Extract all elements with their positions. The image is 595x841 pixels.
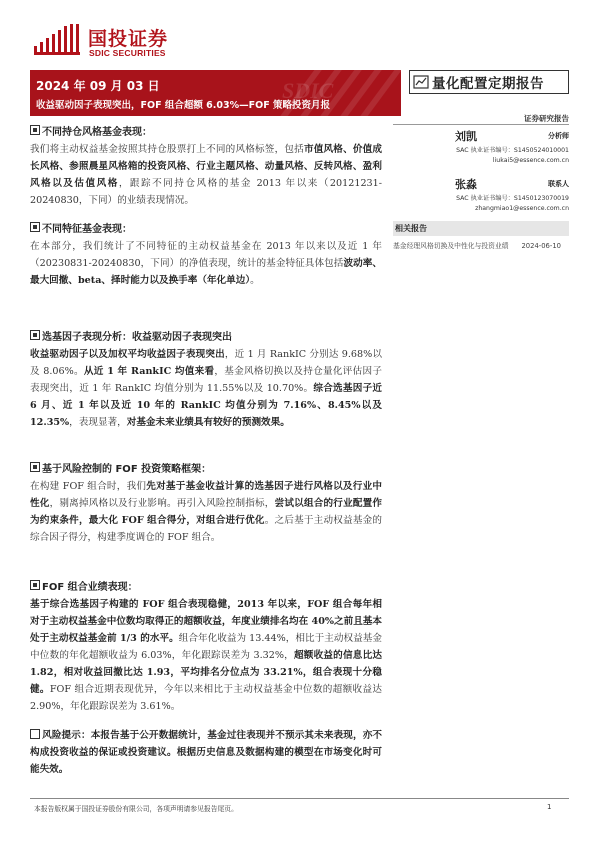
analyst-cert: SAC 执业证书编号：S1450123070019 [456, 195, 569, 202]
report-category: 证券研究报告 [524, 114, 569, 123]
analyst-card [393, 128, 569, 168]
report-title: 收益驱动因子表现突出，FOF 组合超额 6.03%—FOF 策略投资月报 [36, 100, 330, 111]
section-heading: 基于风险控制的 FOF 投资策略框架： [30, 460, 382, 474]
footer-divider [30, 798, 569, 799]
section-heading: 选基因子表现分析：收益驱动因子表现突出 [30, 328, 382, 342]
related-report-title[interactable]: 基金经理风格切换及中性化与投资业绩 [393, 242, 509, 250]
section-body: 我们将主动权益基金按照其持仓股票打上不同的风格标签，包括市值风格、价值成长风格、参照晨星风格箱的投资风格、行业主题风格、动量风格、反转风格、盈利风格以及估值风格，跟踪不同持仓风格的基金 2013 年以来（20121231-20240830，下同）的业绩表现情况。 [30, 144, 383, 206]
copyright-notice: 本报告版权属于国投证券股份有限公司，各项声明请参见报告尾页。 [34, 805, 238, 813]
bullet-box-icon [30, 125, 40, 135]
bullet-box-icon [30, 462, 40, 472]
title-banner [30, 70, 401, 116]
analyst-card [393, 176, 569, 216]
logo-chinese-name: 国投证券 [88, 28, 169, 50]
section-body: 在本部分，我们统计了不同特征的主动权益基金在 2013 年以来以及近 1 年（20230831-20240830，下同）的净值表现，统计的基金特征具体包括波动率、最大回撤、beta、择时能力以及换手率（年化单边）。 [30, 241, 383, 286]
logo-english-name: SDIC SECURITIES [89, 48, 166, 58]
section-heading: FOF 组合业绩表现： [30, 578, 382, 592]
section-style-funds [30, 123, 382, 209]
section-body: 在构建 FOF 组合时，我们先对基于基金收益计算的选基因子进行风格以及行业中性化，剔离掉风格以及行业影响。再引入风险控制指标，尝试以组合的行业配置作为约束条件，最大化 FOF 组合得分，对组合进行优化。之后基于主动权益基金的综合因子得分，构建季度调仓的 FOF 组合。 [30, 481, 383, 543]
risk-warning-text: 风险提示：本报告基于公开数据统计，基金过往表现并不预示其未来表现，亦不构成投资收益的保证或投资建议。根据历史信息及数据构建的模型在市场变化时可能失效。 [30, 730, 383, 775]
bullet-box-icon [30, 330, 40, 340]
analyst-name: 刘凯 [455, 130, 477, 143]
analyst-role: 联系人 [548, 180, 569, 188]
section-risk-warning [30, 727, 382, 778]
logo-mark-icon [30, 22, 84, 62]
analyst-email[interactable]: liukai5@essence.com.cn [492, 157, 569, 164]
report-type-label: 量化配置定期报告 [432, 76, 544, 92]
analyst-email[interactable]: zhangmiao1@essence.com.cn [475, 205, 569, 212]
bullet-box-icon [30, 580, 40, 590]
section-fof-framework [30, 460, 382, 546]
right-divider [393, 124, 569, 125]
section-heading: 不同持仓风格基金表现： [30, 123, 382, 137]
analyst-name: 张淼 [455, 178, 477, 191]
related-report-date: 2024-06-10 [521, 242, 561, 250]
section-fof-performance [30, 578, 382, 715]
banner-watermark: SDIC [282, 78, 334, 103]
chart-icon [413, 75, 429, 89]
page-number: 1 [547, 803, 552, 811]
analyst-cert: SAC 执业证书编号：S1450524010001 [456, 147, 569, 154]
section-factor-analysis [30, 328, 382, 431]
section-feature-funds [30, 220, 382, 289]
section-body: 基于综合选基因子构建的 FOF 组合表现稳健，2013 年以来，FOF 组合每年相对于主动权益基金中位数均取得正的超额收益，年度业绩排名均在 40%之前且基本处于主动权益基金前 1/3 的水平。组合年化收益为 13.44%，相比于主动权益基金中位数的年化超额收益为 6.03%，年化跟踪误差为 3.32%，超额收益的信息比达 1.82，相对收益回撤比达 1.93，平均排名分位点为 33.21%，组合表现十分稳健。FOF 组合近期表现优异，今年以来相比于主动权益基金中位数的超额收益达 2.90%，年化跟踪误差为 3.61%。 [30, 599, 383, 712]
report-type-box [409, 70, 569, 94]
section-heading: 不同特征基金表现： [30, 220, 382, 234]
section-body: 收益驱动因子以及加权平均收益因子表现突出，近 1 月 RankIC 分别达 9.68%以及 8.06%。从近 1 年 RankIC 均值来看，基金风格切换以及持仓量化评估因子表现突出，近 1 年 RankIC 均值分别为 11.55%以及 10.70%。综合选基因子近 6 月、近 1 年以及近 10 年的 RankIC 均值分别为 7.16%、8.45%以及 12.35%，表现显著，对基金未来业绩具有较好的预测效果。 [30, 349, 382, 428]
report-date: 2024 年 09 月 03 日 [36, 79, 160, 93]
analyst-role: 分析师 [548, 132, 569, 140]
company-logo [30, 22, 200, 68]
bullet-box-icon [30, 729, 40, 739]
related-reports-header: 相关报告 [393, 221, 569, 236]
bullet-box-icon [30, 222, 40, 232]
